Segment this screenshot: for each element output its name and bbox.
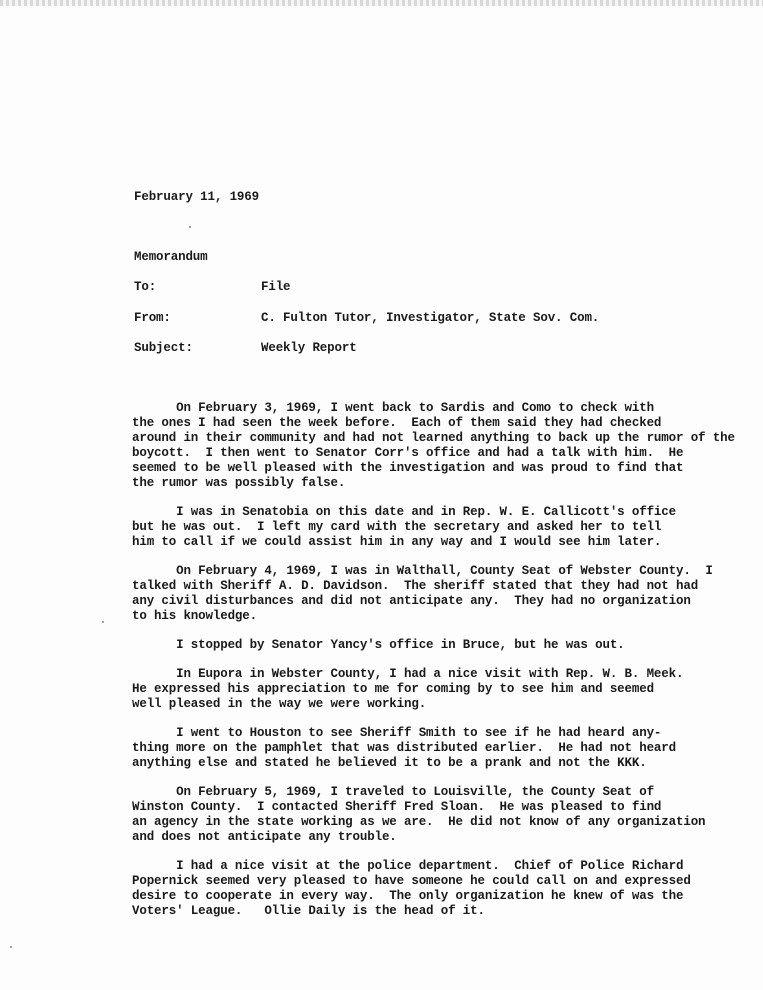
from-value: C. Fulton Tutor, Investigator, State Sov. Com.: [261, 311, 600, 325]
paragraph-line: desire to cooperate in every way. The only organization he knew of was the: [132, 889, 684, 903]
paragraph-line: and does not anticipate any trouble.: [132, 830, 397, 844]
paragraph-line: the ones I had seen the week before. Each of them said they had checked: [132, 416, 662, 430]
memo-paragraph: [132, 505, 762, 550]
paragraph-line: thing more on the pamphlet that was distributed earlier. He had not heard: [132, 741, 676, 755]
paragraph-line: Popernick seemed very pleased to have someone he could call on and expressed: [132, 874, 691, 888]
paragraph-line: I stopped by Senator Yancy's office in Bruce, but he was out.: [132, 638, 625, 652]
paragraph-line: anything else and stated he believed it to be a prank and not the KKK.: [132, 756, 647, 770]
to-label: To:: [134, 280, 157, 294]
paragraph-line: an agency in the state working as we are. He did not know of any organization: [132, 815, 706, 829]
subject-label: Subject:: [134, 341, 193, 355]
paragraph-line: seemed to be well pleased with the investigation and was proud to find that: [132, 461, 684, 475]
memo-paragraph: [132, 726, 762, 771]
paragraph-line: talked with Sheriff A. D. Davidson. The sheriff stated that they had not had: [132, 579, 699, 593]
paragraph-line: boycott. I then went to Senator Corr's office and had a talk with him. He: [132, 446, 684, 460]
memo-paragraph: [132, 859, 762, 919]
memo-paragraph: [132, 667, 762, 712]
paragraph-line: In Eupora in Webster County, I had a nice visit with Rep. W. B. Meek.: [132, 667, 684, 681]
paragraph-line: but he was out. I left my card with the secretary and asked her to tell: [132, 520, 662, 534]
subject-value: Weekly Report: [261, 341, 357, 355]
paragraph-line: around in their community and had not learned anything to back up the rumor of the: [132, 431, 735, 445]
page-top-edge: [0, 0, 763, 6]
scan-speck: [10, 946, 12, 948]
paragraph-line: On February 3, 1969, I went back to Sardis and Como to check with: [132, 401, 654, 415]
paragraph-line: I had a nice visit at the police department. Chief of Police Richard: [132, 859, 684, 873]
to-value: File: [261, 280, 291, 294]
paragraph-line: I went to Houston to see Sheriff Smith to see if he had heard any-: [132, 726, 662, 740]
paragraph-line: him to call if we could assist him in any way and I would see him later.: [132, 535, 662, 549]
paragraph-line: Voters' League. Ollie Daily is the head of it.: [132, 904, 485, 918]
memo-paragraph: [132, 401, 762, 491]
memo-date: February 11, 1969: [134, 190, 259, 204]
paragraph-line: He expressed his appreciation to me for coming by to see him and seemed: [132, 682, 654, 696]
paragraph-line: On February 4, 1969, I was in Walthall, County Seat of Webster County. I: [132, 564, 713, 578]
paragraph-line: Winston County. I contacted Sheriff Fred Sloan. He was pleased to find: [132, 800, 662, 814]
paragraph-line: I was in Senatobia on this date and in Rep. W. E. Callicott's office: [132, 505, 676, 519]
memo-paragraph: [132, 785, 762, 845]
paragraph-line: any civil disturbances and did not anticipate any. They had no organization: [132, 594, 691, 608]
paragraph-line: On February 5, 1969, I traveled to Louisville, the County Seat of: [132, 785, 654, 799]
scan-speck: [189, 226, 191, 228]
paragraph-line: to his knowledge.: [132, 609, 257, 623]
from-label: From:: [134, 311, 171, 325]
paragraph-line: the rumor was possibly false.: [132, 476, 346, 490]
memo-heading: Memorandum: [134, 250, 208, 264]
memo-paragraph: [132, 638, 762, 653]
scan-speck: [102, 621, 104, 623]
memo-body: [132, 401, 762, 933]
paragraph-line: well pleased in the way we were working.: [132, 697, 427, 711]
memo-paragraph: [132, 564, 762, 624]
